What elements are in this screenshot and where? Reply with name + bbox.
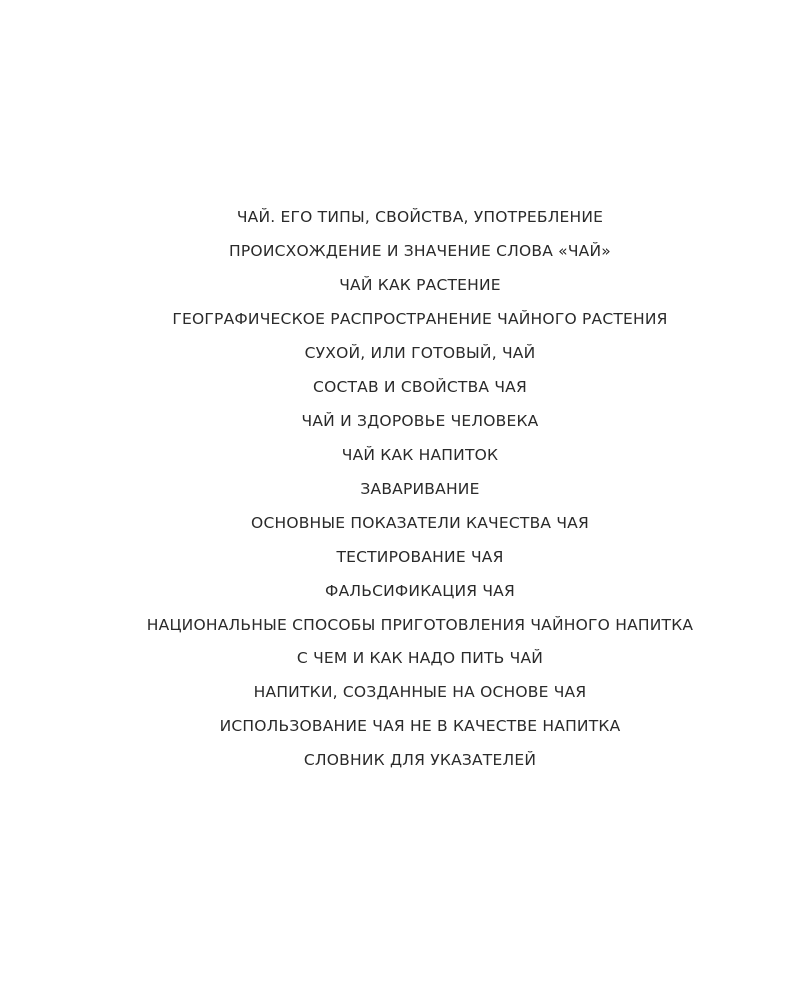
- toc-item-geographic-distribution[interactable]: ГЕОГРАФИЧЕСКОЕ РАСПРОСТРАНЕНИЕ ЧАЙНОГО РАСТЕНИЯ: [172, 310, 668, 328]
- toc-item-tea-types[interactable]: ЧАЙ. ЕГО ТИПЫ, СВОЙСТВА, УПОТРЕБЛЕНИЕ: [236, 208, 604, 226]
- toc-item-composition[interactable]: СОСТАВ И СВОЙСТВА ЧАЯ: [313, 378, 527, 396]
- toc-item-how-to-drink[interactable]: С ЧЕМ И КАК НАДО ПИТЬ ЧАЙ: [296, 649, 544, 667]
- toc-item-index-glossary[interactable]: СЛОВНИК ДЛЯ УКАЗАТЕЛЕЙ: [303, 751, 537, 769]
- toc-item-non-drink-use[interactable]: ИСПОЛЬЗОВАНИЕ ЧАЯ НЕ В КАЧЕСТВЕ НАПИТКА: [219, 717, 621, 735]
- toc-item-testing[interactable]: ТЕСТИРОВАНИЕ ЧАЯ: [336, 548, 504, 566]
- toc-item-tea-based-drinks[interactable]: НАПИТКИ, СОЗДАННЫЕ НА ОСНОВЕ ЧАЯ: [253, 683, 587, 701]
- toc-item-brewing[interactable]: ЗАВАРИВАНИЕ: [360, 480, 480, 498]
- toc-item-word-origin[interactable]: ПРОИСХОЖДЕНИЕ И ЗНАЧЕНИЕ СЛОВА «ЧАЙ»: [229, 242, 611, 260]
- toc-item-health[interactable]: ЧАЙ И ЗДОРОВЬЕ ЧЕЛОВЕКА: [301, 412, 539, 430]
- toc-item-tea-as-drink[interactable]: ЧАЙ КАК НАПИТОК: [341, 446, 499, 464]
- toc-item-dry-tea[interactable]: СУХОЙ, ИЛИ ГОТОВЫЙ, ЧАЙ: [304, 344, 536, 362]
- table-of-contents: [130, 208, 710, 785]
- toc-item-national-methods[interactable]: НАЦИОНАЛЬНЫЕ СПОСОБЫ ПРИГОТОВЛЕНИЯ ЧАЙНОГО НАПИТКА: [146, 616, 694, 634]
- toc-item-falsification[interactable]: ФАЛЬСИФИКАЦИЯ ЧАЯ: [325, 582, 515, 600]
- toc-item-quality-indicators[interactable]: ОСНОВНЫЕ ПОКАЗАТЕЛИ КАЧЕСТВА ЧАЯ: [251, 514, 589, 532]
- toc-item-tea-as-plant[interactable]: ЧАЙ КАК РАСТЕНИЕ: [339, 276, 501, 294]
